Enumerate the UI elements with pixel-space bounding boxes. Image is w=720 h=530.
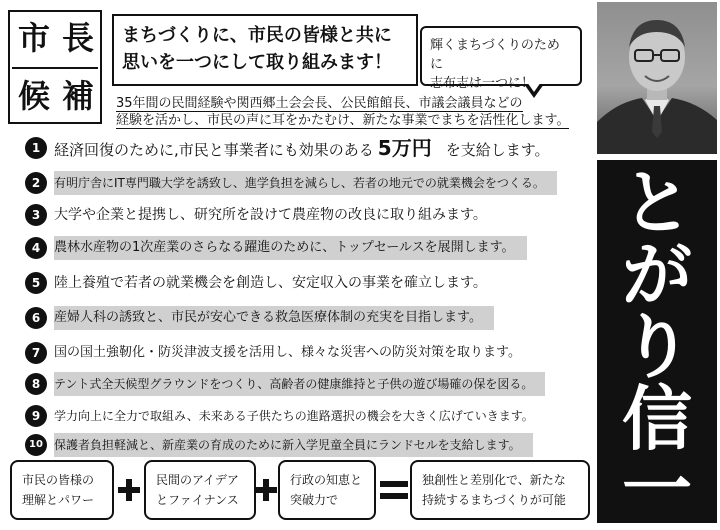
- name-char: 信: [622, 378, 692, 460]
- candidate-name-block: [597, 160, 717, 530]
- equation-box-government: [278, 460, 376, 520]
- policy-text: テント式全天候型グラウンドをつくり、高齢者の健康維持と子供の遊び場確の保を図る。: [54, 372, 545, 396]
- policy-item-9: [12, 404, 590, 428]
- policy-text-b: を支給します。: [445, 141, 550, 159]
- box-line: 理解とパワー: [22, 493, 95, 507]
- policy-text: 産婦人科の誘致と、市民が安心できる救急医療体制の充実を目指します。: [54, 306, 494, 330]
- box-line: 市民の皆様の: [22, 473, 95, 487]
- title-char: 候: [17, 77, 50, 115]
- title-char: 市: [17, 19, 50, 57]
- policy-text: 保護者負担軽減と、新産業の育成のために新入学児童全員にランドセルを支給します。: [54, 433, 533, 457]
- policy-text: 国の国土強靭化・防災津波支援を活用し、様々な災害への防災対策を取ります。: [54, 345, 521, 360]
- equation-box-citizens: [10, 460, 114, 520]
- title-char: 長: [61, 19, 94, 57]
- policy-number-badge: 7: [25, 342, 47, 364]
- title-divider: [12, 67, 98, 69]
- box-line: 持続するまちづくりが可能: [422, 493, 566, 507]
- name-char: と: [622, 162, 692, 244]
- policy-item-2: [12, 171, 590, 195]
- policy-item-8: [12, 372, 590, 396]
- policy-text: 有明庁舎にIT専門職大学を誘致し、進学負担を減らし、若者の地元での就業機会をつくる。: [54, 171, 557, 195]
- policy-number-badge: 3: [25, 204, 47, 226]
- plus-icon: [118, 479, 140, 501]
- policy-item-7: [12, 341, 590, 365]
- policy-number-badge: 9: [25, 405, 47, 427]
- policy-item-6: [12, 306, 590, 330]
- bubble-line: 志布志は一つに！: [430, 76, 535, 91]
- portrait-illustration: [597, 2, 717, 154]
- speech-bubble: [420, 26, 582, 91]
- box-line: 行政の知恵と: [290, 473, 363, 487]
- intro-line: 経験を活かし、市民の声に耳をかたむけ、新たな事業でまちを活性化します。: [116, 113, 570, 128]
- policy-number-badge: 1: [25, 137, 47, 159]
- policy-number-badge: 8: [25, 373, 47, 395]
- policy-text: 陸上養殖で若者の就業機会を創造し、安定収入の事業を確立します。: [54, 275, 487, 291]
- name-char: が: [622, 234, 692, 316]
- equation-box-private: [144, 460, 256, 520]
- policy-text: 学力向上に全力で取組み、未来ある子供たちの進路選択の機会を大きく広げていきます。: [54, 409, 534, 423]
- bubble-tail-inner: [527, 82, 541, 92]
- policy-number-badge: 5: [25, 272, 47, 294]
- equals-icon: [380, 478, 408, 502]
- intro-line: 35年間の民間経験や関西郷土会会長、公民館館長、市議会議員などの: [116, 96, 523, 111]
- candidate-title-box: [8, 10, 102, 124]
- policy-number-badge: 10: [25, 434, 47, 456]
- policy-text: 大学や企業と提携し、研究所を設けて農産物の改良に取り組みます。: [54, 207, 487, 223]
- policy-item-10: [12, 433, 590, 457]
- box-line: とファイナンス: [156, 493, 239, 507]
- policy-item-4: [12, 236, 590, 260]
- headline-box: [112, 14, 418, 86]
- equation-box-result: [410, 460, 590, 520]
- name-char: 一: [622, 448, 692, 530]
- policy-item-1: [12, 136, 590, 160]
- policy-item-3: [12, 203, 590, 227]
- policy-number-badge: 2: [25, 172, 47, 194]
- name-char: り: [622, 306, 692, 388]
- policy-number-badge: 4: [25, 237, 47, 259]
- intro-text: [116, 95, 576, 129]
- bubble-line: 輝くまちづくりのために: [430, 38, 560, 72]
- policy-text-a: 経済回復のために,市民と事業者にも効果のある: [54, 141, 374, 159]
- plus-icon: [255, 479, 277, 501]
- policy-number-badge: 6: [25, 307, 47, 329]
- headline-line: 思いを一つにして取り組みます！: [122, 52, 392, 73]
- box-line: 民間のアイデア: [156, 473, 239, 487]
- box-line: 独創性と差別化で、新たな: [422, 473, 566, 487]
- headline-line: まちづくりに、市民の皆様と共に: [122, 25, 392, 46]
- policy-amount: 5万円: [377, 136, 432, 160]
- candidate-photo: [597, 2, 717, 154]
- policy-item-5: [12, 271, 590, 295]
- policy-text: [54, 136, 550, 160]
- box-line: 突破力で: [290, 493, 339, 507]
- title-char: 補: [61, 77, 94, 115]
- policy-text: 農林水産物の1次産業のさらなる躍進のために、トップセールスを展開します。: [54, 236, 527, 260]
